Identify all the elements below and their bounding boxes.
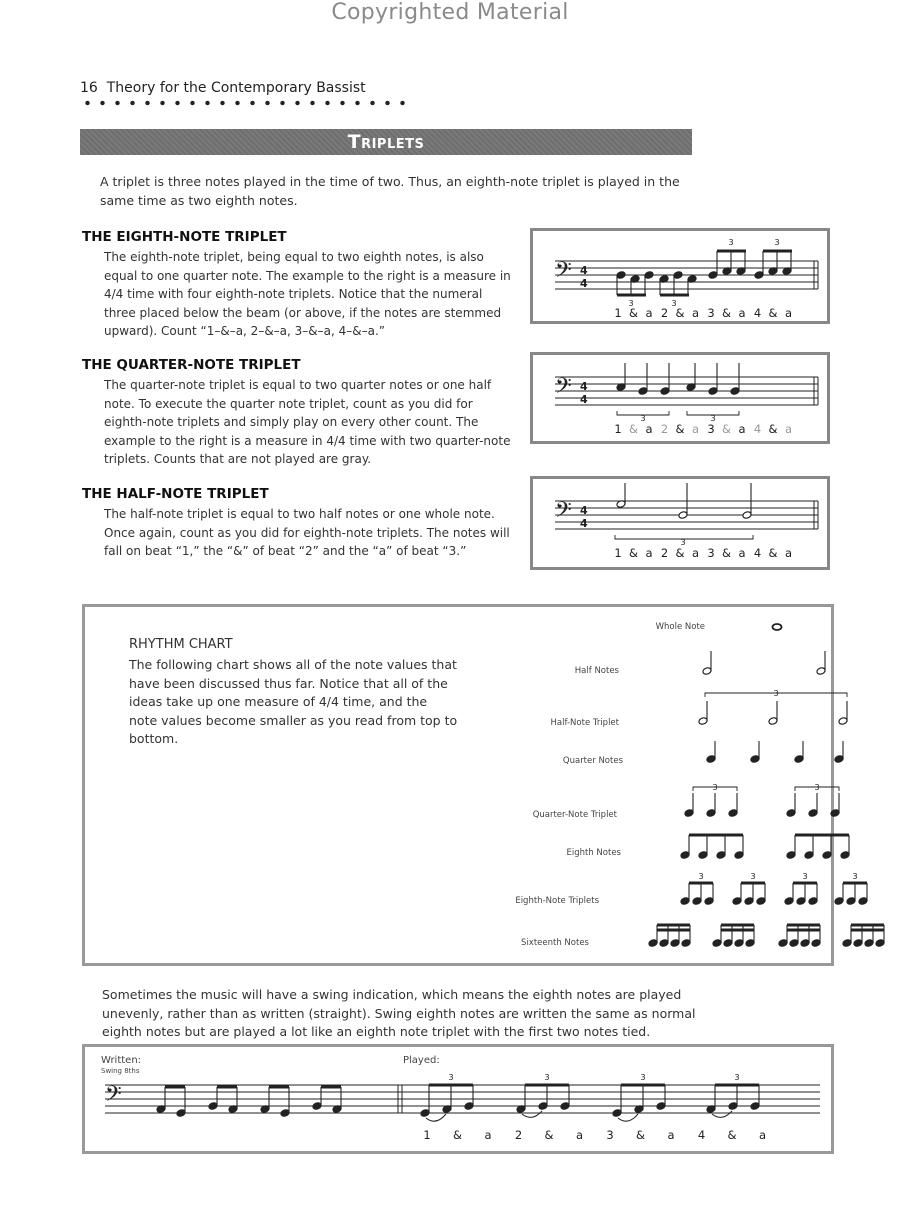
header-dot-rule: [80, 100, 410, 106]
half-triplet-counts: [614, 546, 792, 560]
count-label: a: [738, 546, 746, 560]
page-header: [80, 80, 366, 96]
note-beam: [715, 1084, 759, 1087]
tie: [712, 1111, 732, 1117]
note-beam: [787, 929, 820, 932]
bass-clef-icon: 𝄢: [555, 374, 572, 404]
count-label: &: [722, 422, 731, 436]
note-beam: [217, 1086, 237, 1089]
count-label: 2: [660, 546, 669, 560]
triplet-numeral: 3: [774, 238, 780, 247]
triplet-numeral: 3: [671, 299, 677, 308]
count-label: &: [636, 1128, 645, 1142]
count-label: 4: [753, 422, 762, 436]
note-beam: [429, 1084, 473, 1087]
tie: [522, 1111, 542, 1117]
bass-clef-icon: 𝄢: [555, 258, 572, 288]
count-label: &: [727, 1128, 737, 1142]
note-beam: [660, 294, 689, 297]
section-title: Triplets: [80, 129, 692, 155]
count-label: 3: [707, 546, 715, 560]
tie: [426, 1114, 446, 1121]
count-label: &: [629, 546, 638, 560]
rhythm-row-label: Eighth-Note Triplets: [515, 896, 599, 906]
quarter-triplet-counts: [614, 422, 792, 436]
count-label: 1: [614, 546, 622, 560]
count-label: a: [758, 1128, 767, 1142]
note-beam: [793, 882, 817, 885]
triplet-numeral: 3: [544, 1073, 550, 1082]
triplet-numeral: 3: [852, 872, 858, 881]
rhythm-row-label: Quarter Notes: [562, 756, 623, 766]
count-label: a: [645, 306, 653, 320]
rhythm-row-label: Quarter-Note Triplet: [532, 810, 617, 820]
triplet-numeral: 3: [680, 538, 686, 547]
count-label: a: [691, 306, 700, 320]
count-label: 2: [660, 422, 669, 436]
note-beam: [717, 250, 746, 253]
bass-clef-icon: 𝄢: [105, 1082, 122, 1112]
count-label: &: [453, 1128, 462, 1142]
note-beam: [851, 924, 884, 927]
copyright-watermark: Copyrighted Material: [331, 0, 569, 25]
rhythm-row-label: Half Notes: [574, 666, 619, 676]
played-label: Played:: [403, 1055, 440, 1066]
eighth-triplet-heading: THE EIGHTH-NOTE TRIPLET: [82, 229, 287, 245]
time-sig-top: 4: [580, 504, 588, 517]
triplet-numeral: 3: [750, 872, 756, 881]
count-label: &: [768, 422, 778, 436]
book-title: Theory for the Contemporary Bassist: [106, 80, 366, 96]
count-label: &: [675, 306, 685, 320]
count-label: 4: [753, 306, 762, 320]
tie: [618, 1114, 638, 1121]
triplet-numeral: 3: [448, 1073, 454, 1082]
eighth-triplet-staff: [533, 231, 827, 321]
rhythm-chart-title: RHYTHM CHART: [129, 637, 233, 652]
whole-note: [773, 624, 782, 630]
count-label: &: [675, 546, 685, 560]
count-label: a: [738, 422, 746, 436]
note-beam: [321, 1086, 341, 1089]
count-label: a: [575, 1128, 584, 1142]
page-number: 16: [80, 80, 98, 96]
count-label: a: [691, 422, 700, 436]
note-beam: [689, 834, 743, 837]
count-label: a: [784, 306, 793, 320]
count-label: a: [738, 306, 746, 320]
eighth-triplet-text: The eighth-note triplet, being equal to two eighth notes, is also equal to one quarter note. The example to the right is a measure in 4/4 time with four eighth-note triplets. Notice that the numeral three placed below the beam (or above, if the notes are stemmed upward). Count “1–&–a, 2–&–a, 3–&–a, 4–&–a.”: [104, 250, 511, 338]
rhythm-chart-text: The following chart shows all of the note values that have been discussed thus far. Notice that all of the ideas take up one measure of 4/4 time, and the note values become smaller as you read from top to bottom.: [129, 657, 458, 746]
quarter-triplet-staff: [533, 355, 827, 441]
triplet-numeral: 3: [773, 689, 779, 698]
time-sig-top: 4: [580, 264, 588, 277]
count-label: &: [675, 422, 685, 436]
intro-paragraph: A triplet is three notes played in the time of two. Thus, an eighth-note triplet is played in the same time as two eighth notes.: [100, 174, 680, 208]
count-label: 3: [606, 1128, 614, 1142]
triplet-numeral: 3: [698, 872, 704, 881]
swing-eighths-label: Swing 8ths: [101, 1067, 140, 1075]
triplet-numeral: 3: [728, 238, 734, 247]
triplet-numeral: 3: [640, 414, 646, 423]
count-label: a: [667, 1128, 675, 1142]
count-label: 3: [707, 306, 715, 320]
eighth-triplet-example: [530, 228, 830, 324]
written-label: Written:: [101, 1055, 142, 1066]
note-beam: [617, 294, 646, 297]
half-triplet-staff: [533, 479, 827, 567]
count-label: &: [629, 422, 638, 436]
rhythm-row-label: Eighth Notes: [566, 848, 621, 858]
count-label: &: [629, 306, 638, 320]
count-label: a: [784, 546, 793, 560]
quarter-triplet-text: The quarter-note triplet is equal to two quarter notes or one half note. To execute the quarter note triplet, count as you did for eighth-note triplets and simply play on every other count. The example to the right is a measure in 4/4 time with two quarter-note triplets. Counts that are not played are gray.: [104, 378, 511, 466]
swing-counts: [423, 1128, 766, 1142]
note-beam: [657, 924, 690, 927]
time-sig-top: 4: [580, 380, 588, 393]
triplet-numeral: 3: [734, 1073, 740, 1082]
rhythm-row-label: Whole Note: [655, 622, 705, 632]
rhythm-chart-notation: [455, 607, 858, 963]
count-label: 2: [514, 1128, 523, 1142]
triplet-numeral: 3: [628, 299, 634, 308]
count-label: &: [544, 1128, 554, 1142]
quarter-triplet-example: [530, 352, 830, 444]
time-sig-bottom: 4: [580, 277, 588, 290]
note-beam: [843, 882, 867, 885]
count-label: a: [484, 1128, 492, 1142]
rhythm-row-label: Sixteenth Notes: [521, 938, 589, 948]
rhythm-row-label: Half-Note Triplet: [550, 718, 619, 728]
count-label: 2: [660, 306, 669, 320]
note-beam: [269, 1086, 289, 1089]
note-beam: [795, 834, 849, 837]
count-label: &: [722, 306, 731, 320]
count-label: 3: [707, 422, 715, 436]
triplet-numeral: 3: [814, 783, 820, 792]
count-label: 1: [423, 1128, 431, 1142]
rhythm-chart-box: [82, 604, 858, 966]
quarter-triplet-heading: THE QUARTER-NOTE TRIPLET: [82, 357, 301, 373]
note-beam: [763, 250, 792, 253]
note-beam: [787, 924, 820, 927]
count-label: &: [722, 546, 731, 560]
time-sig-bottom: 4: [580, 393, 588, 406]
count-label: &: [768, 546, 778, 560]
note-beam: [657, 929, 690, 932]
count-label: a: [645, 546, 653, 560]
swing-example-box: [82, 1044, 834, 1154]
half-triplet-example: [530, 476, 830, 570]
eighth-triplet-counts: [614, 306, 792, 320]
note-beam: [621, 1084, 665, 1087]
count-label: a: [691, 546, 700, 560]
time-sig-bottom: 4: [580, 517, 588, 530]
note-beam: [851, 929, 884, 932]
note-beam: [165, 1086, 185, 1089]
bass-clef-icon: 𝄢: [555, 498, 572, 528]
count-label: a: [645, 422, 653, 436]
count-label: 4: [753, 546, 762, 560]
half-triplet-text: The half-note triplet is equal to two half notes or one whole note. Once again, count as you did for eighth-note triplets. The notes will fall on beat “1,” the “&” of beat “2” and the “a” of beat “3.”: [104, 507, 510, 558]
count-label: 1: [614, 306, 622, 320]
note-beam: [689, 882, 713, 885]
note-beam: [741, 882, 765, 885]
swing-paragraph: Sometimes the music will have a swing indication, which means the eighth notes are played unevenly, rather than as written (straight). Swing eighth notes are written the same as normal eighth notes but are played a lot like an eighth note triplet with the first two notes tied.: [102, 987, 696, 1039]
note-beam: [721, 929, 754, 932]
note-beam: [721, 924, 754, 927]
count-label: 4: [697, 1128, 706, 1142]
note-beam: [525, 1084, 569, 1087]
triplet-numeral: 3: [802, 872, 808, 881]
triplet-numeral: 3: [710, 414, 716, 423]
swing-staff: [85, 1047, 831, 1151]
count-label: 1: [614, 422, 622, 436]
count-label: a: [784, 422, 793, 436]
count-label: &: [768, 306, 778, 320]
triplet-numeral: 3: [640, 1073, 646, 1082]
triplet-numeral: 3: [712, 783, 718, 792]
half-triplet-heading: THE HALF-NOTE TRIPLET: [82, 486, 269, 502]
